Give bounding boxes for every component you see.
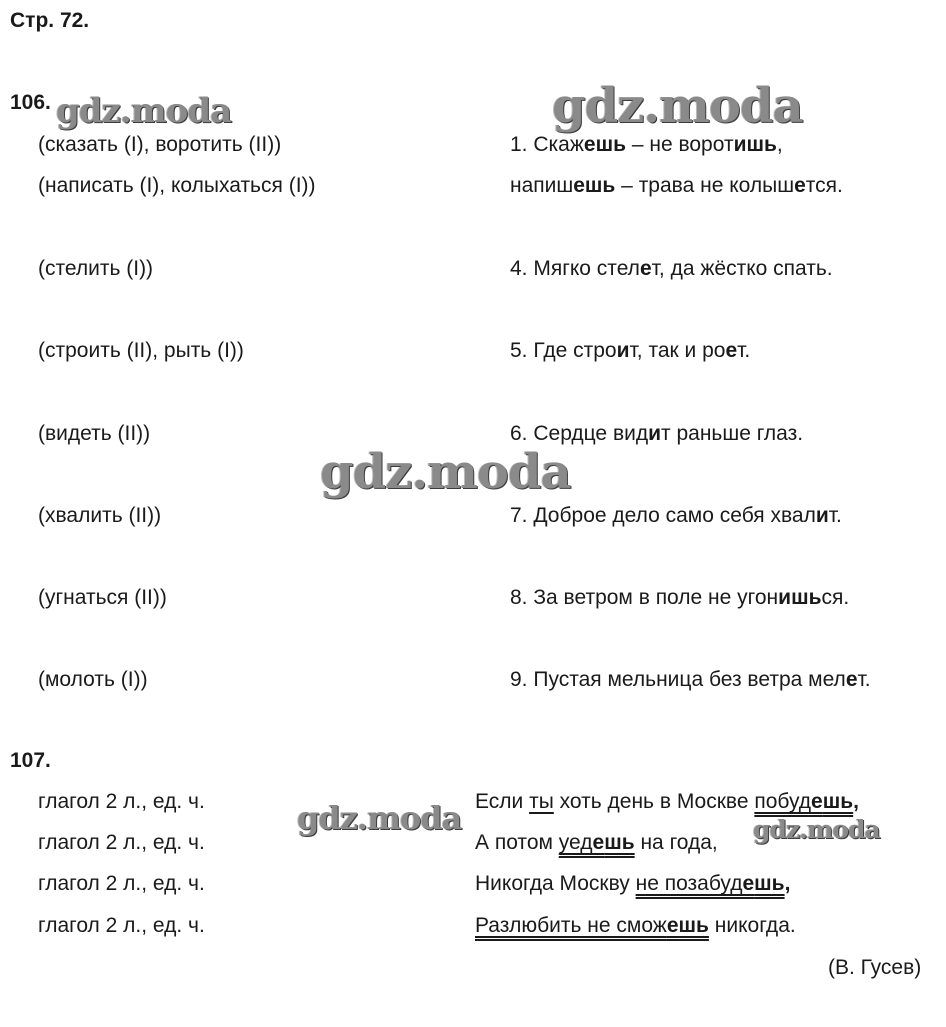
text-segment: е xyxy=(583,133,596,156)
text-segment: 1. Скаж xyxy=(510,133,584,156)
ex106-left-line-2: (написать (I), колыхаться (I)) xyxy=(38,174,316,197)
ex107-left-line-1: глагол 2 л., ед. ч. xyxy=(38,790,205,813)
text-segment: , xyxy=(784,872,791,895)
text-segment: шь xyxy=(678,914,709,937)
ex106-sentence-5 xyxy=(510,340,750,361)
text-segment: и xyxy=(815,504,829,527)
text-segment: ся. xyxy=(821,586,850,609)
ex106-sentence-1 xyxy=(510,134,783,155)
text-segment: на года, xyxy=(634,831,718,854)
ex107-left-line-2: глагол 2 л., ед. ч. xyxy=(38,831,205,854)
text-segment: е xyxy=(845,668,858,691)
ex106-sentence-8 xyxy=(510,587,849,608)
text-segment: т. xyxy=(828,504,842,527)
text-segment: т, так и ро xyxy=(629,339,726,362)
text-segment: Если xyxy=(475,790,530,813)
text-segment: шь xyxy=(746,133,777,156)
text-segment: не позабуд xyxy=(635,872,743,895)
text-segment: побуд xyxy=(754,790,812,813)
watermark: gdz.moda xyxy=(297,799,462,837)
text-segment: 6. Сердце вид xyxy=(510,422,649,445)
watermark: gdz.moda xyxy=(552,78,803,134)
ex106-sentence-1-cont xyxy=(510,175,843,196)
text-segment: 4. Мягко стел xyxy=(510,257,640,280)
text-segment: шь xyxy=(791,586,822,609)
text-segment: шь xyxy=(595,133,626,156)
exercise-107-number: 107. xyxy=(10,749,51,772)
text-segment: е xyxy=(725,339,738,362)
text-segment: е xyxy=(742,872,755,895)
text-segment: е xyxy=(639,257,652,280)
text-segment: шь xyxy=(754,872,785,895)
text-segment: Никогда Москву xyxy=(475,872,636,895)
text-segment: ты xyxy=(529,790,554,813)
ex106-left-line-3: (стелить (I)) xyxy=(38,257,154,280)
poem-line-3 xyxy=(475,873,790,894)
ex106-left-line-6: (хвалить (II)) xyxy=(38,504,162,527)
text-segment: 7. Доброе дело само себя хвал xyxy=(510,504,816,527)
text-segment: т, да жёстко спать. xyxy=(651,257,833,280)
text-segment: т раньше глаз. xyxy=(661,422,804,445)
text-segment: хоть день в Москве xyxy=(553,790,755,813)
ex106-sentence-6 xyxy=(510,423,803,444)
poem-line-1 xyxy=(475,791,859,812)
poem-line-4 xyxy=(475,915,796,936)
text-segment: , xyxy=(853,790,859,813)
text-segment: 9. Пустая мельница без ветра мел xyxy=(510,668,846,691)
ex106-left-line-7: (угнаться (II)) xyxy=(38,586,167,609)
ex107-left-line-4: глагол 2 л., ед. ч. xyxy=(38,914,205,937)
ex106-left-line-4: (строить (II), рыть (I)) xyxy=(38,339,244,362)
text-segment: е xyxy=(794,174,806,197)
text-segment: шь xyxy=(822,790,854,813)
text-segment: А потом xyxy=(475,831,559,854)
ex106-left-line-1: (сказать (I), воротить (II)) xyxy=(38,133,282,156)
text-segment: 8. За ветром в поле не угон xyxy=(510,586,779,609)
text-segment: – не ворот xyxy=(626,133,734,156)
ex106-left-line-8: (молоть (I)) xyxy=(38,668,148,691)
ex106-sentence-7 xyxy=(510,505,842,526)
text-segment: е xyxy=(573,174,585,197)
text-segment: е xyxy=(592,831,605,854)
ex106-sentence-9 xyxy=(510,669,871,690)
text-segment: Разлюбить не смож xyxy=(475,914,667,937)
watermark: gdz.moda xyxy=(56,91,232,131)
ex106-sentence-4 xyxy=(510,258,833,279)
watermark: gdz.moda xyxy=(320,444,571,500)
text-segment: т. xyxy=(857,668,871,691)
text-segment: е xyxy=(811,790,823,813)
watermark: gdz.moda xyxy=(753,815,880,844)
text-segment: тся. xyxy=(805,174,843,197)
text-segment: т. xyxy=(737,339,751,362)
text-segment: , xyxy=(776,133,783,156)
text-segment: и xyxy=(648,422,662,445)
text-segment: шь xyxy=(584,174,616,197)
ex106-left-line-5: (видеть (II)) xyxy=(38,422,151,445)
text-segment: шь xyxy=(604,831,635,854)
text-segment: напиш xyxy=(510,174,574,197)
text-segment: е xyxy=(666,914,679,937)
text-segment: и xyxy=(616,339,630,362)
text-segment: и xyxy=(733,133,747,156)
text-segment: уед xyxy=(558,831,593,854)
poem-line-2 xyxy=(475,832,718,853)
text-segment: никогда. xyxy=(708,914,796,937)
page-label: Стр. 72. xyxy=(10,9,90,32)
text-segment: 5. Где стро xyxy=(510,339,617,362)
text-segment: и xyxy=(778,586,792,609)
text-segment: – трава не колыш xyxy=(615,174,795,197)
ex107-left-line-3: глагол 2 л., ед. ч. xyxy=(38,872,205,895)
poem-author: (В. Гусев) xyxy=(828,956,922,979)
exercise-106-number: 106. xyxy=(10,91,51,114)
